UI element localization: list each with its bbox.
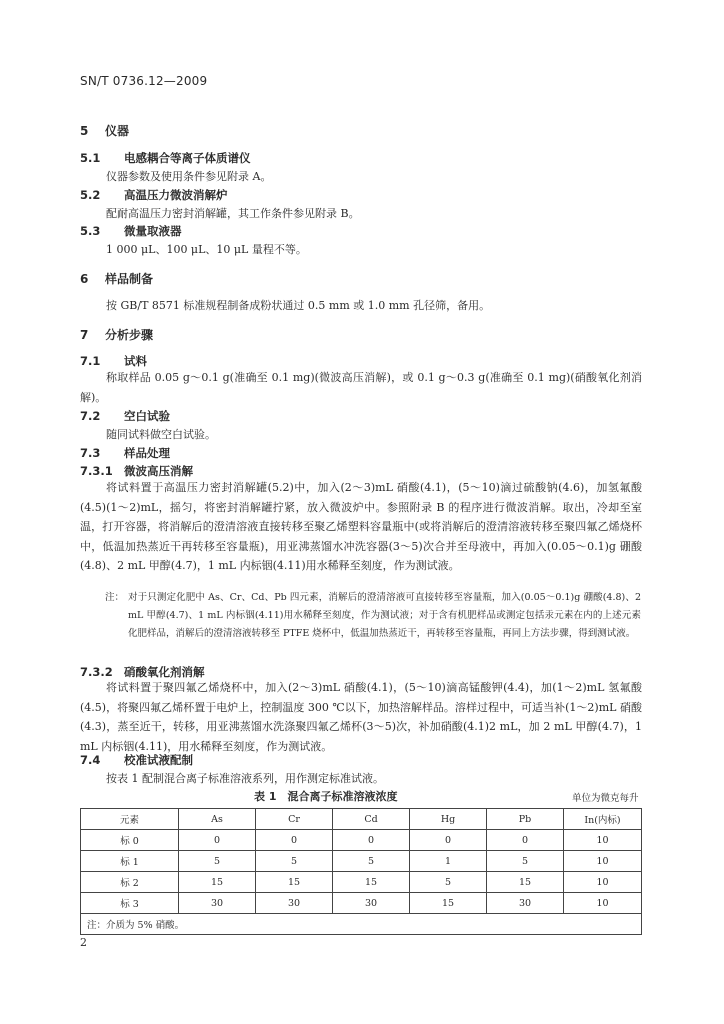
section-title: 微量取液器 bbox=[124, 224, 182, 238]
section-5-1-heading bbox=[80, 150, 251, 166]
table-cell: 0 bbox=[410, 830, 487, 851]
table-cell: 30 bbox=[179, 893, 256, 914]
page-number: 2 bbox=[80, 936, 87, 949]
section-7-3-1-heading bbox=[80, 463, 193, 479]
table-cell: 10 bbox=[564, 851, 642, 872]
table-cell: 标 2 bbox=[81, 872, 179, 893]
section-number: 5 bbox=[80, 124, 89, 138]
section-number: 7.4 bbox=[80, 753, 101, 767]
header-cell: In(内标) bbox=[564, 809, 642, 830]
table-cell: 10 bbox=[564, 830, 642, 851]
section-number: 5.3 bbox=[80, 224, 101, 238]
table-unit: 单位为微克每升 bbox=[572, 793, 639, 804]
note-label: 注： bbox=[105, 592, 125, 603]
table-cell: 10 bbox=[564, 872, 642, 893]
concentration-table bbox=[80, 808, 642, 935]
table-cell: 30 bbox=[256, 893, 333, 914]
section-7-4-text: 按表 1 配制混合离子标准溶液系列，用作测定标准试液。 bbox=[106, 772, 384, 785]
table-row bbox=[81, 830, 642, 851]
section-7-3-1-text: 将试料置于高温压力密封消解罐(5.2)中，加入(2～3)mL 硝酸(4.1)，(5～10)滴过硫酸钠(4.6)，加氢氟酸(4.5)(1～2)mL，摇匀，将密封消解罐拧紧，放入微波炉中。参照附录 B 的程序进行微波消解。取出，冷却至室温，打开容器，将消解后的澄清溶液直接转移至聚乙烯塑料容量瓶中(或将消解后的澄清溶液转移至聚四氟乙烯烧杯中，低温加热蒸近干再转移至容量瓶)，用亚沸蒸馏水冲洗容器(3～5)次合并至母液中，再加入(0.05～0.1)g 硼酸(4.8)、2 mL 甲醇(4.7)，1 mL 内标铟(4.11)用水稀释至刻度，作为测试液。 bbox=[80, 481, 642, 572]
table-cell: 0 bbox=[487, 830, 564, 851]
section-title: 空白试验 bbox=[124, 409, 170, 423]
section-title: 硝酸氧化剂消解 bbox=[124, 665, 205, 679]
table-header-row bbox=[81, 809, 642, 830]
table-cell: 15 bbox=[410, 893, 487, 914]
table-cell: 30 bbox=[333, 893, 410, 914]
header-cell: As bbox=[179, 809, 256, 830]
section-7-2-text: 随同试料做空白试验。 bbox=[106, 428, 216, 441]
section-5-2-heading bbox=[80, 187, 228, 203]
section-6-heading bbox=[80, 270, 153, 287]
section-7-4-heading bbox=[80, 752, 193, 768]
section-7-heading bbox=[80, 326, 153, 343]
table-cell: 30 bbox=[487, 893, 564, 914]
section-number: 5.2 bbox=[80, 188, 101, 202]
table-cell: 10 bbox=[564, 893, 642, 914]
note-body: 对于只测定化肥中 As、Cr、Cd、Pb 四元素，消解后的澄清溶液可直接转移至容量瓶，加入(0.05～0.1)g 硼酸(4.8)、2 mL 甲醇(4.7)、1 mL 内标铟(4.11)用水稀释至刻度，作为测试液；对于含有机肥样品或测定包括汞元素在内的上述元素化肥样品，消解后的澄清溶液转移至 PTFE 烧杯中，低温加热蒸近干，再转移至容量瓶，再同上方法步骤，得到测试液。 bbox=[128, 592, 641, 639]
table-cell: 5 bbox=[256, 851, 333, 872]
table-cell: 0 bbox=[333, 830, 410, 851]
section-number: 7.3.1 bbox=[80, 464, 113, 478]
section-title: 试料 bbox=[124, 354, 147, 368]
section-number: 7.2 bbox=[80, 409, 101, 423]
table-footnote: 注：介质为 5% 硝酸。 bbox=[81, 914, 642, 935]
section-title: 样品处理 bbox=[124, 446, 170, 460]
section-5-3-text: 1 000 μL、100 μL、10 μL 量程不等。 bbox=[106, 243, 307, 256]
header-cell: 元素 bbox=[81, 809, 179, 830]
section-7-3-2-text: 将试料置于聚四氟乙烯烧杯中，加入(2～3)mL 硝酸(4.1)，(5～10)滴高锰酸钾(4.4)，加(1～2)mL 氢氟酸(4.5)，将聚四氟乙烯杯置于电炉上，控制温度 300 ℃以下，加热溶解样品。溶样过程中，可适当补(1～2)mL 硝酸(4.3)，蒸至近干，转移，用亚沸蒸馏水洗涤聚四氟乙烯杯(3～5)次，补加硝酸(4.1)2 mL，加 2 mL 甲醇(4.7)，1 mL 内标铟(4.11)，用水稀释至刻度，作为测试液。 bbox=[80, 681, 642, 753]
header-cell: Hg bbox=[410, 809, 487, 830]
table-cell: 15 bbox=[179, 872, 256, 893]
table-cell: 15 bbox=[487, 872, 564, 893]
header-cell: Pb bbox=[487, 809, 564, 830]
table-footnote-row bbox=[81, 914, 642, 935]
section-number: 7.1 bbox=[80, 354, 101, 368]
section-7-1-heading bbox=[80, 353, 147, 369]
section-7-1-text: 称取样品 0.05 g～0.1 g(准确至 0.1 mg)(微波高压消解)，或 0.1 g～0.3 g(准确至 0.1 mg)(硝酸氧化剂消解)。 bbox=[80, 371, 642, 404]
section-title: 电感耦合等离子体质谱仪 bbox=[124, 151, 251, 165]
section-5-heading bbox=[80, 122, 129, 139]
section-number: 7.3 bbox=[80, 446, 101, 460]
section-title: 仪器 bbox=[105, 124, 130, 138]
table-cell: 1 bbox=[410, 851, 487, 872]
header-cell: Cr bbox=[256, 809, 333, 830]
table-row bbox=[81, 893, 642, 914]
section-title: 高温压力微波消解炉 bbox=[124, 188, 228, 202]
section-number: 5.1 bbox=[80, 151, 101, 165]
table-cell: 0 bbox=[179, 830, 256, 851]
table-cell: 0 bbox=[256, 830, 333, 851]
table-cell: 15 bbox=[333, 872, 410, 893]
table-row bbox=[81, 851, 642, 872]
section-6-text: 按 GB/T 8571 标准规程制备成粉状通过 0.5 mm 或 1.0 mm 孔径筛，备用。 bbox=[106, 299, 491, 312]
table-cell: 5 bbox=[179, 851, 256, 872]
section-7-3-heading bbox=[80, 445, 170, 461]
section-number: 6 bbox=[80, 272, 89, 286]
section-number: 7.3.2 bbox=[80, 665, 113, 679]
section-number: 7 bbox=[80, 328, 89, 342]
section-title: 微波高压消解 bbox=[124, 464, 193, 478]
table-cell: 5 bbox=[333, 851, 410, 872]
section-5-1-text: 仪器参数及使用条件参见附录 A。 bbox=[106, 170, 272, 183]
section-7-3-1-note bbox=[105, 589, 641, 643]
table-cell: 5 bbox=[410, 872, 487, 893]
table-row bbox=[81, 872, 642, 893]
document-header: SN/T 0736.12—2009 bbox=[80, 74, 208, 88]
section-title: 校准试液配制 bbox=[124, 753, 193, 767]
table-caption: 表 1 混合离子标准溶液浓度 bbox=[254, 790, 398, 803]
table-cell: 标 1 bbox=[81, 851, 179, 872]
table-cell: 标 3 bbox=[81, 893, 179, 914]
header-cell: Cd bbox=[333, 809, 410, 830]
section-5-2-text: 配耐高温压力密封消解罐，其工作条件参见附录 B。 bbox=[106, 207, 360, 220]
table-cell: 标 0 bbox=[81, 830, 179, 851]
section-title: 样品制备 bbox=[105, 272, 154, 286]
section-7-2-heading bbox=[80, 408, 170, 424]
section-5-3-heading bbox=[80, 223, 182, 239]
section-title: 分析步骤 bbox=[105, 328, 154, 342]
table-cell: 5 bbox=[487, 851, 564, 872]
table-cell: 15 bbox=[256, 872, 333, 893]
